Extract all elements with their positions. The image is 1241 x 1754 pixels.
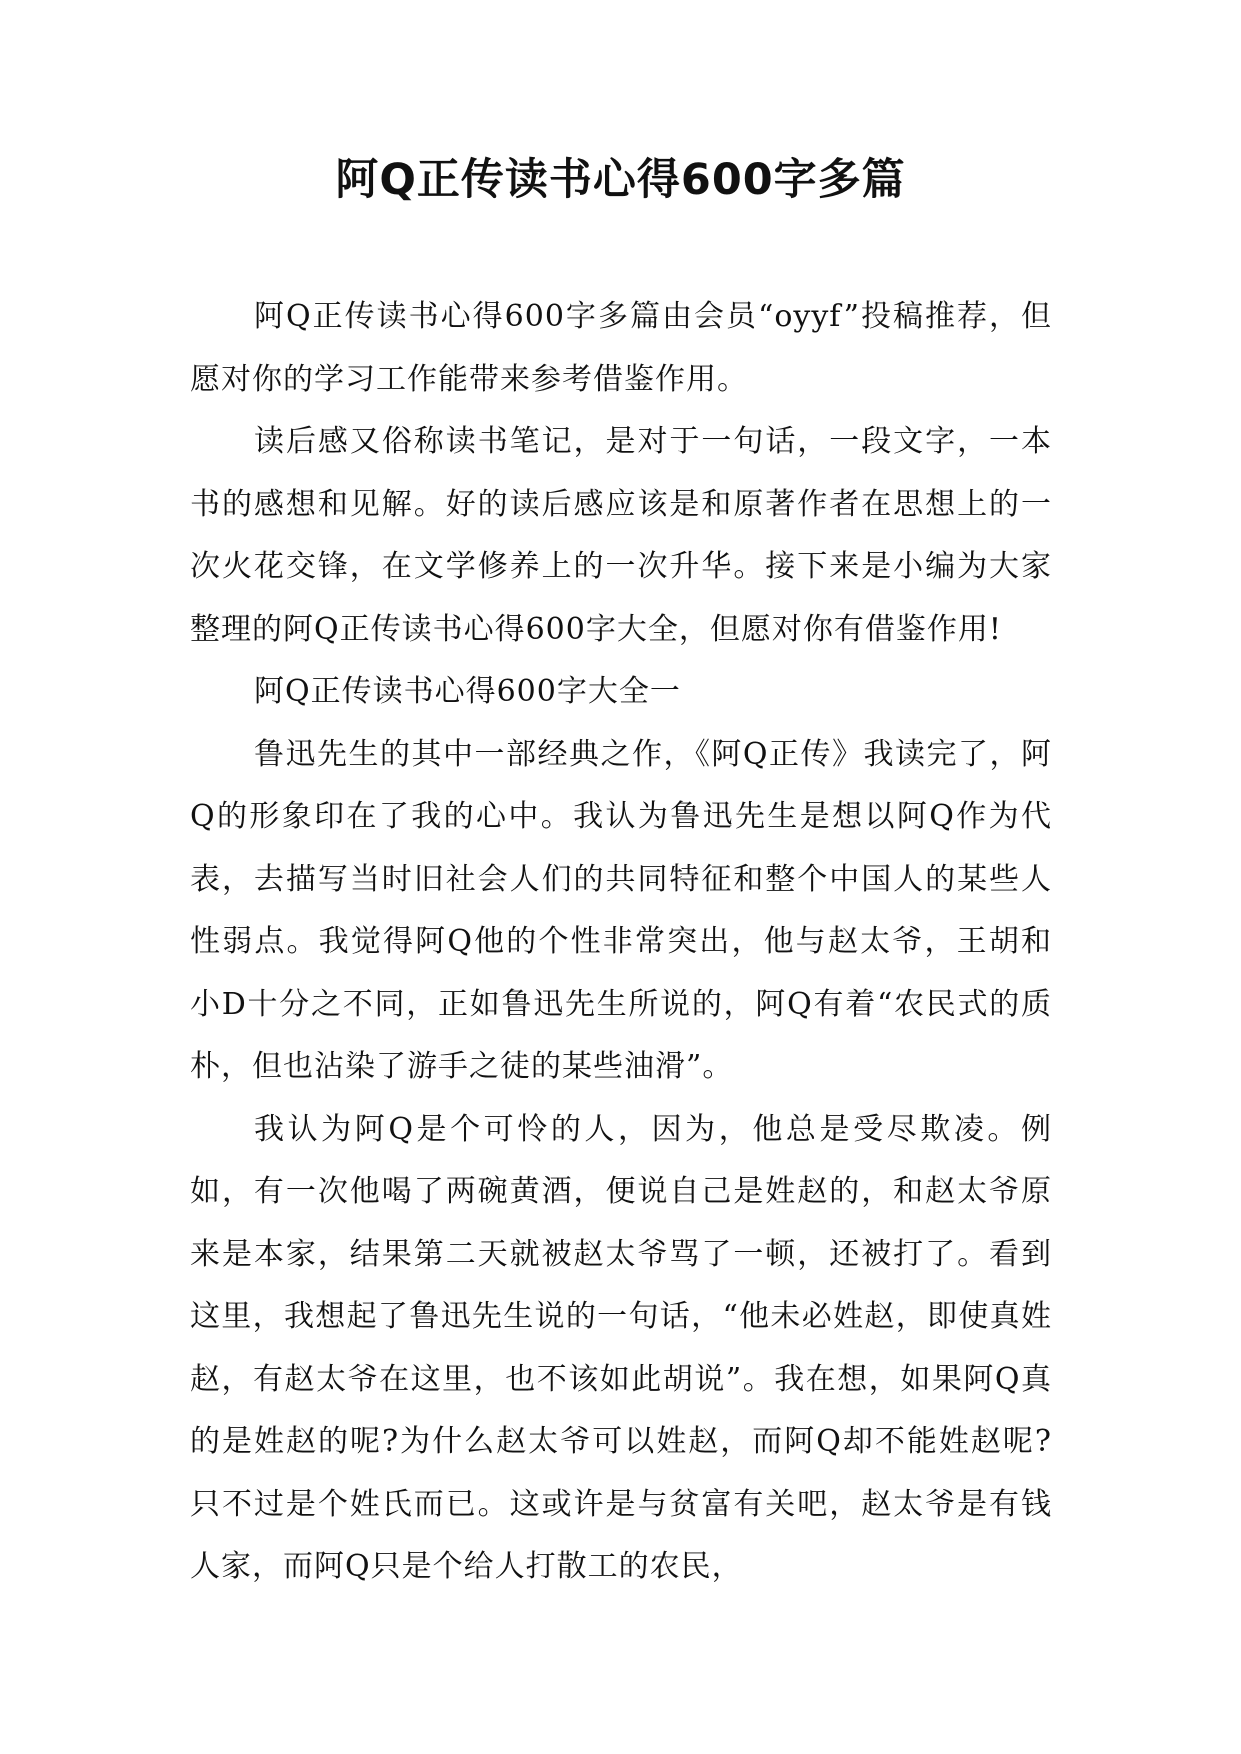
paragraph-essay-two: 我认为阿Q是个可怜的人，因为，他总是受尽欺凌。例如，有一次他喝了两碗黄酒，便说自己是姓赵的，和赵太爷原来是本家，结果第二天就被赵太爷骂了一顿，还被打了。看到这里，我想起了鲁迅先生说的一句话，“他未必姓赵，即使真姓赵，有赵太爷在这里，也不该如此胡说”。我在想，如果阿Q真的是姓赵的呢?为什么赵太爷可以姓赵，而阿Q却不能姓赵呢?只不过是个姓氏而已。这或许是与贫富有关吧，赵太爷是有钱人家，而阿Q只是个给人打散工的农民，	[190, 1111, 1052, 1584]
paragraph-about-reading-notes: 读后感又俗称读书笔记，是对于一句话，一段文字，一本书的感想和见解。好的读后感应该是和原著作者在思想上的一次火花交锋，在文学修养上的一次升华。接下来是小编为大家整理的阿Q正传读书心得600字大全，但愿对你有借鉴作用!	[190, 424, 1052, 647]
paragraph-essay-one: 鲁迅先生的其中一部经典之作，《阿Q正传》我读完了，阿Q的形象印在了我的心中。我认为鲁迅先生是想以阿Q作为代表，去描写当时旧社会人们的共同特征和整个中国人的某些人性弱点。我觉得阿Q他的个性非常突出，他与赵太爷，王胡和小D十分之不同，正如鲁迅先生所说的，阿Q有着“农民式的质朴，但也沾染了游手之徒的某些油滑”。	[190, 736, 1052, 1084]
paragraph-intro: 阿Q正传读书心得600字多篇由会员“oyyf”投稿推荐，但愿对你的学习工作能带来参考借鉴作用。	[190, 299, 1052, 397]
document-body	[190, 286, 1052, 1599]
document-title: 阿Q正传读书心得600字多篇	[335, 155, 906, 205]
section-heading-one: 阿Q正传读书心得600字大全一	[254, 674, 681, 709]
